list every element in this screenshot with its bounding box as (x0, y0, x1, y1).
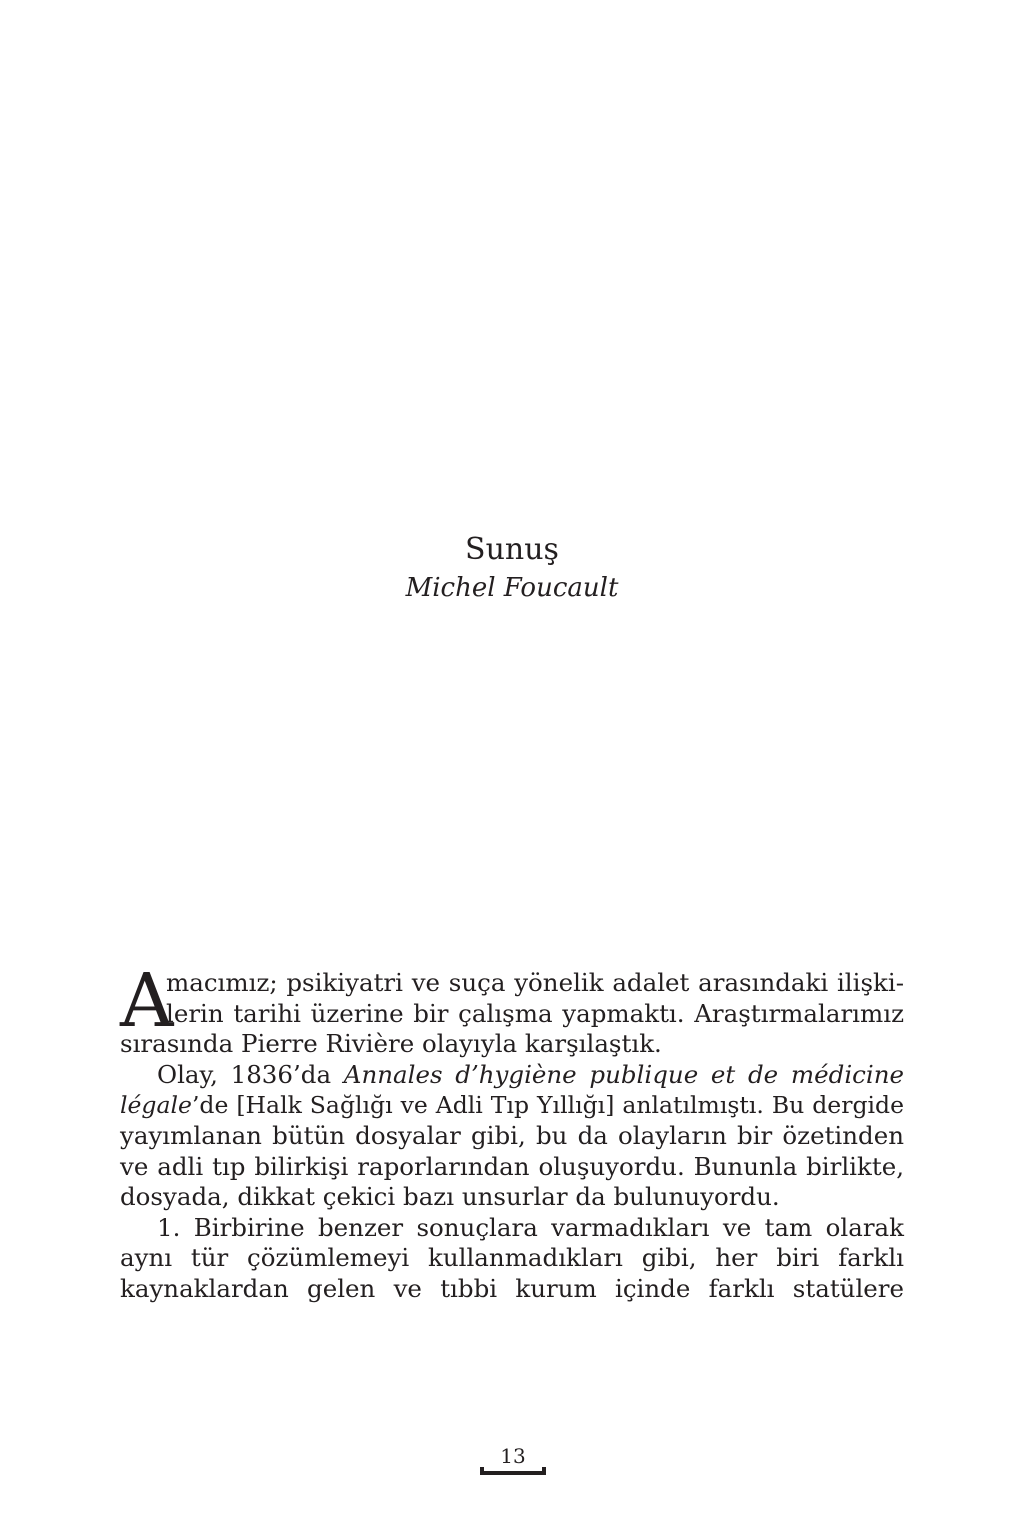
text-line: lerin tarihi üzerine bir çalışma yapmaktı. Araştırmalarımız (166, 998, 904, 1028)
chapter-author: Michel Foucault (405, 573, 619, 603)
text-line: kaynaklardan gelen ve tıbbi kurum içinde farklı statülere (120, 1273, 904, 1303)
page-number-rule (480, 1471, 546, 1475)
text-line: dosyada, dikkat çekici bazı unsurlar da bulunuyordu. (120, 1182, 780, 1212)
page-number: 13 (500, 1444, 526, 1468)
text-line: ve adli tıp bilirkişi raporlarından oluşuyordu. Bununla birlikte, (120, 1151, 904, 1181)
body-text (120, 958, 904, 1305)
text-segment: Olay, 1836’da (157, 1059, 332, 1089)
chapter-heading (0, 530, 1024, 606)
page-footer (480, 1443, 546, 1475)
text-line: macımız; psikiyatri ve suça yönelik adalet arasındaki ilişki- (166, 968, 904, 997)
text-line: aynı tür çözümlemeyi kullanmadıkları gibi, her biri farklı (120, 1243, 904, 1273)
text-segment: ’de [Halk Sağlığı ve Adli Tıp Yıllığı] anlatılmıştı. Bu dergide (191, 1091, 904, 1120)
text-line: yayımlanan bütün dosyalar gibi, bu da olayların bir özetinden (120, 1120, 904, 1150)
text-line: 1. Birbirine benzer sonuçlara varmadıkları ve tam olarak (157, 1212, 904, 1242)
drop-cap: A (120, 958, 174, 1044)
text-line (120, 1060, 904, 1091)
chapter-title: Sunuş (465, 532, 559, 567)
journal-title-end: légale (120, 1091, 192, 1120)
journal-title: Annales d’hygiène publique et de médicine (343, 1059, 904, 1089)
text-line (120, 1090, 904, 1121)
text-line: sırasında Pierre Rivière olayıyla karşılaştık. (120, 1029, 662, 1059)
